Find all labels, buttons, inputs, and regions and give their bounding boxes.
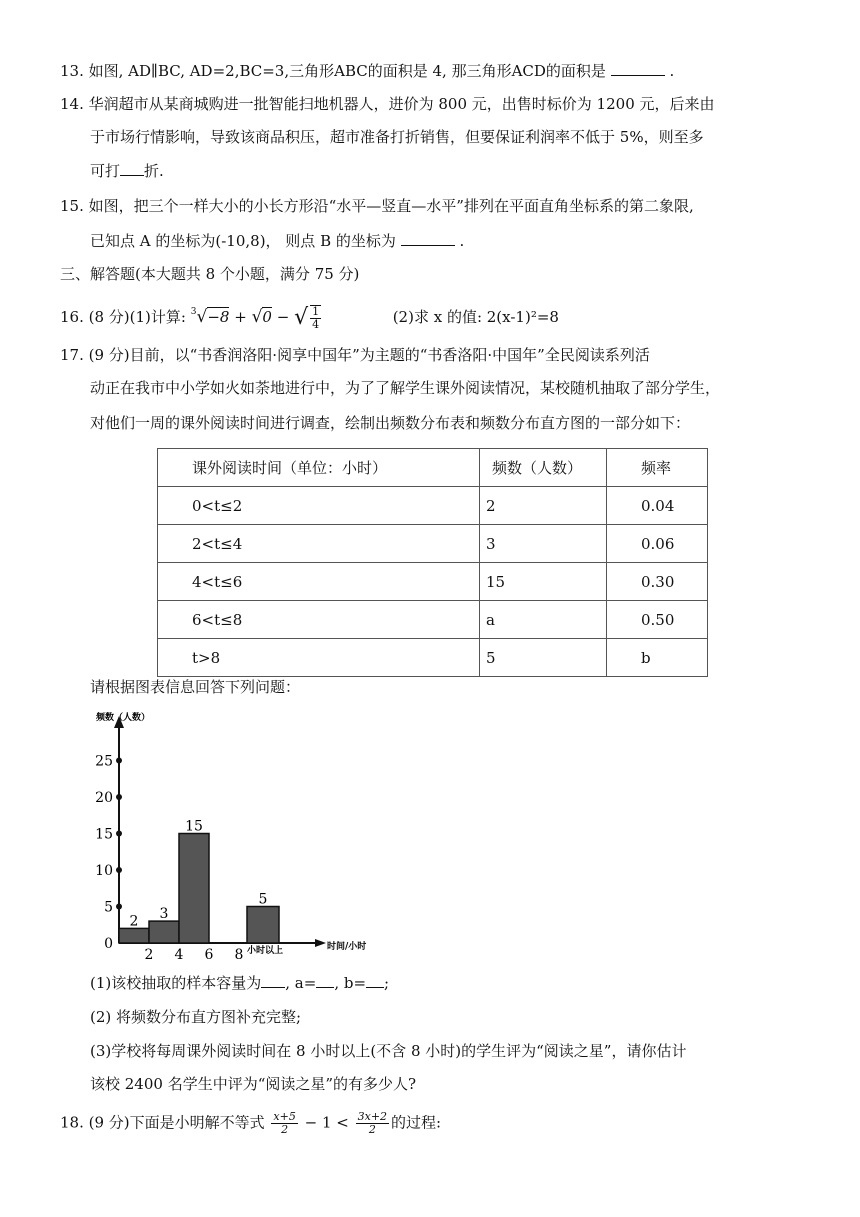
y-axis-label: 频数（人数）	[96, 713, 151, 723]
question-17-sub-3-line-2: 该校 2400 名学生中评为“阅读之星”的有多少人?	[90, 1075, 417, 1093]
answer-blank	[261, 972, 285, 988]
section-heading: 三、解答题(本大题共 8 个小题，满分 75 分)	[60, 265, 360, 283]
y-tick-dot	[116, 867, 122, 873]
table-cell: 4<t≤6	[158, 563, 480, 601]
x-tick-label: 4	[174, 947, 184, 963]
denominator: 4	[312, 318, 320, 331]
table-header: 频数（人数）	[480, 449, 607, 487]
table-cell: 2<t≤4	[158, 525, 480, 563]
fraction-right	[356, 1111, 389, 1136]
y-tick-dot	[116, 758, 122, 764]
bar-data-label: 2	[129, 913, 139, 930]
bar-data-label: 15	[185, 818, 203, 835]
question-18	[60, 1111, 441, 1136]
square-root-expression	[252, 308, 272, 326]
y-tick-label: 5	[104, 899, 113, 916]
table-cell: 0.50	[607, 601, 708, 639]
y-tick-label: 20	[95, 790, 113, 806]
radical-sign: √	[294, 305, 309, 330]
question-17-sub-2: (2) 将频数分布直方图补充完整;	[90, 1008, 302, 1026]
table-cell: 15	[480, 563, 607, 601]
table-cell: 0.30	[607, 563, 708, 601]
table-cell: b	[607, 639, 708, 677]
table-cell: 6<t≤8	[158, 601, 480, 639]
radical-sign: √	[251, 307, 263, 327]
histogram-bar	[179, 834, 209, 944]
table-row	[158, 525, 708, 563]
fraction	[310, 305, 321, 331]
answer-blank	[611, 60, 665, 76]
question-14-line-2: 于市场行情影响，导致该商品积压，超市准备打折销售，但要保证利润率不低于 5%，则至多	[90, 128, 704, 146]
y-tick-label: 15	[95, 826, 113, 843]
denominator: 2	[368, 1123, 376, 1136]
question-14-text: 可打	[90, 162, 121, 180]
answer-blank	[316, 972, 334, 988]
question-16-part-2: (2)求 x 的值: 2(x-1)²=8	[392, 308, 559, 326]
table-header: 课外阅读时间（单位：小时）	[158, 449, 480, 487]
sub-1-text: (1)该校抽取的样本容量为	[90, 974, 262, 992]
y-tick-dot	[116, 831, 122, 837]
x-tick-label: 2	[144, 947, 154, 963]
question-14-text-end: 折.	[144, 162, 164, 180]
bar-data-label: 5	[258, 891, 268, 908]
question-18-text: 18. (9 分)下面是小明解不等式	[60, 1113, 265, 1132]
table-row	[158, 487, 708, 525]
table-header: 频率	[607, 449, 708, 487]
numerator: x+5	[273, 1110, 296, 1123]
question-13-text: 13. 如图, AD∥BC, AD=2,BC=3,三角形ABC的面积是 4, 那三角形ACD的面积是	[60, 62, 606, 80]
histogram-bar	[247, 907, 279, 944]
x-tick-label: 8	[234, 947, 244, 963]
fraction-root	[294, 305, 323, 331]
numerator: 1	[312, 305, 320, 318]
x-axis-arrow	[315, 939, 326, 947]
radical-sign: √	[196, 307, 208, 327]
question-15-line-2	[90, 230, 464, 251]
inequality-operator: − 1 <	[304, 1113, 349, 1132]
y-tick-label: 0	[104, 936, 113, 952]
y-tick-label: 10	[95, 863, 113, 879]
chart-bars	[119, 834, 279, 944]
question-17-line-1: 17. (9 分)目前，以“书香润洛阳·阅享中国年”为主题的“书香洛阳·中国年”全民阅读系列活	[60, 346, 650, 364]
chart-axes	[114, 716, 326, 947]
x-axis-label: 时间/小时	[327, 942, 367, 952]
denominator: 2	[281, 1123, 289, 1136]
table-cell: 0<t≤2	[158, 487, 480, 525]
plus-sign: +	[234, 308, 247, 326]
radicand: −8	[207, 308, 230, 326]
table-header-row	[158, 449, 708, 487]
table-cell: a	[480, 601, 607, 639]
question-14-line-3	[90, 160, 164, 181]
question-16-part-1: 16. (8 分)(1)计算:	[60, 308, 186, 326]
root-index: 3	[190, 307, 197, 317]
question-17-sub-1	[90, 972, 389, 993]
answer-blank	[366, 972, 384, 988]
frequency-histogram	[92, 706, 367, 963]
frequency-table	[157, 448, 708, 677]
table-cell: 3	[480, 525, 607, 563]
answer-blank	[401, 230, 455, 246]
table-row	[158, 563, 708, 601]
cube-root-expression	[191, 308, 234, 326]
question-17-line-3: 对他们一周的课外阅读时间进行调查，绘制出频数分布表和频数分布直方图的一部分如下：	[90, 414, 691, 432]
table-row	[158, 639, 708, 677]
fraction-left	[271, 1111, 297, 1136]
question-17-prompt: 请根据图表信息回答下列问题：	[90, 678, 301, 696]
histogram-bar	[119, 928, 149, 943]
semicolon: ;	[384, 974, 390, 992]
question-17-sub-3-line-1: (3)学校将每周课外阅读时间在 8 小时以上(不含 8 小时)的学生评为“阅读之星”，请你估计	[90, 1042, 687, 1060]
question-15-text: 已知点 A 的坐标为(-10,8)， 则点 B 的坐标为	[90, 232, 396, 250]
question-15-line-1: 15. 如图，把三个一样大小的小长方形沿“水平—竖直—水平”排列在平面直角坐标系的第二象限,	[60, 197, 694, 215]
table-cell: 0.04	[607, 487, 708, 525]
table-cell: t>8	[158, 639, 480, 677]
question-17-line-2: 动正在我市中小学如火如荼地进行中，为了了解学生课外阅读情况，某校随机抽取了部分学生，	[90, 379, 721, 397]
x-tick-label: 小时以上	[247, 946, 284, 956]
period: .	[669, 62, 675, 80]
y-tick-dot	[116, 794, 122, 800]
y-tick-label: 25	[95, 753, 113, 770]
question-14-line-1: 14. 华润超市从某商城购进一批智能扫地机器人，进价为 800 元，出售时标价为 1200 元，后来由	[60, 95, 715, 113]
question-18-end: 的过程:	[391, 1113, 442, 1132]
table-cell: 2	[480, 487, 607, 525]
sub-1-a: , a=	[285, 974, 317, 992]
table-row	[158, 601, 708, 639]
table-cell: 0.06	[607, 525, 708, 563]
sub-1-b: , b=	[334, 974, 367, 992]
question-13	[60, 60, 674, 81]
table-cell: 5	[480, 639, 607, 677]
x-tick-label: 6	[204, 947, 214, 963]
radicand: 0	[262, 308, 272, 326]
answer-blank	[120, 160, 144, 176]
bar-data-label: 3	[159, 906, 169, 923]
question-16	[60, 304, 559, 331]
minus-sign: −	[276, 308, 290, 326]
numerator: 3x+2	[357, 1110, 388, 1123]
histogram-bar	[149, 921, 179, 943]
chart-labels	[95, 711, 366, 963]
y-tick-dot	[116, 904, 122, 910]
period: .	[459, 232, 465, 250]
